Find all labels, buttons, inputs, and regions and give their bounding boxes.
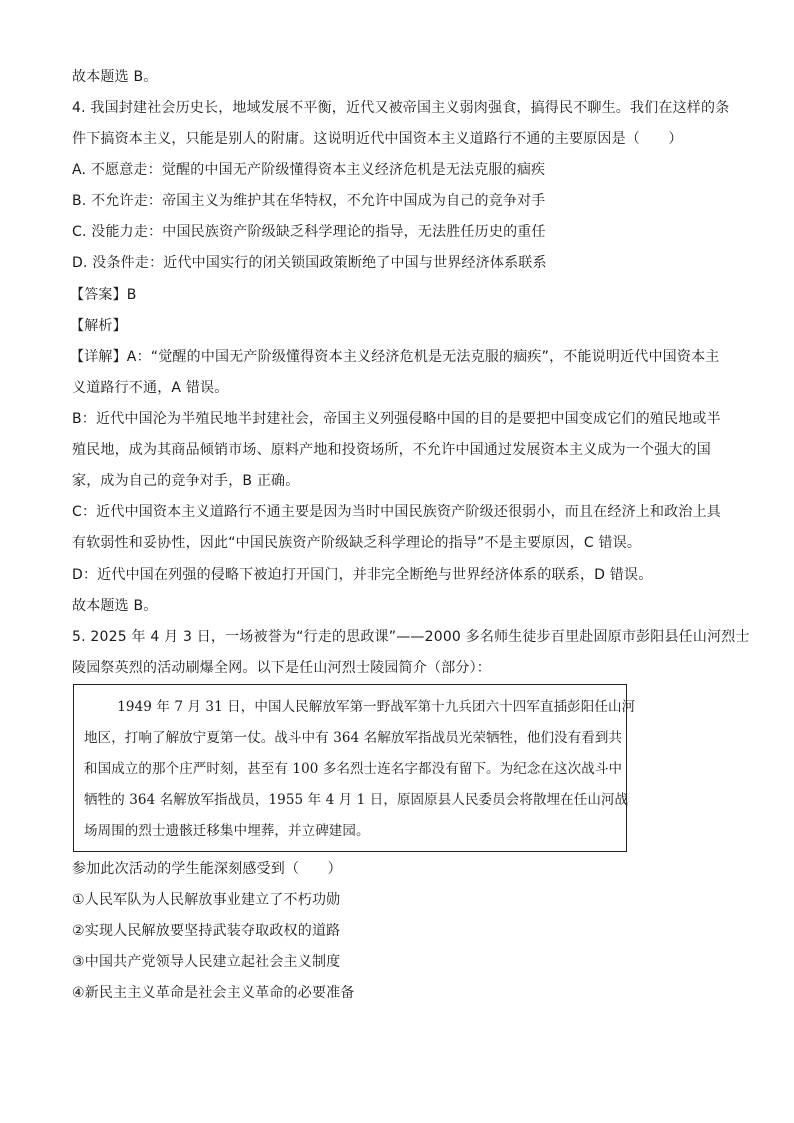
question-4-option-c: C. 没能力走：中国民族资产阶级缺乏科学理论的指导，无法胜任历史的重任 bbox=[72, 224, 546, 240]
analysis-heading: 【解析】 bbox=[70, 318, 127, 334]
detail-c-line-2: 有软弱性和妥协性，因此“中国民族资产阶级缺乏科学理论的指导”不是主要原因，C 错误。 bbox=[72, 535, 642, 551]
detail-b-line-1: B：近代中国沦为半殖民地半封建社会，帝国主义列强侵略中国的目的是要把中国变成它们的殖民地或半 bbox=[72, 411, 721, 427]
question-4-stem-line-2: 件下搞资本主义，只能是别人的附庸。这说明近代中国资本主义道路行不通的主要原因是（ ） bbox=[72, 131, 683, 147]
conclusion-line-2: 故本题选 B。 bbox=[72, 598, 158, 614]
material-line-5: 场周围的烈士遗骸迁移集中埋葬，并立碑建园。 bbox=[84, 823, 370, 839]
question-5-prompt: 参加此次活动的学生能深刻感受到（ ） bbox=[72, 861, 342, 877]
statement-4: ④新民主主义革命是社会主义革命的必要准备 bbox=[72, 985, 355, 1001]
statement-2: ②实现人民解放要坚持武装夺取政权的道路 bbox=[72, 923, 341, 939]
material-box bbox=[73, 684, 636, 852]
detail-b-line-2: 殖民地，成为其商品倾销市场、原料产地和投资场所，不允许中国通过发展资本主义成为一个强大的国 bbox=[72, 442, 711, 458]
detail-b-line-3: 家，成为自己的竞争对手，B 正确。 bbox=[72, 473, 300, 489]
question-5-stem-line-2: 陵园祭英烈的活动刷爆全网。以下是任山河烈士陵园简介（部分）： bbox=[72, 660, 491, 676]
detail-c-line-1: C：近代中国资本主义道路行不通主要是因为当时中国民族资产阶级还很弱小，而且在经济上和政治上具 bbox=[72, 504, 721, 520]
material-line-4: 牺牲的 364 名解放军指战员，1955 年 4 月 1 日，原固原县人民委员会将散埋在任山河战 bbox=[84, 792, 629, 808]
statement-1: ①人民军队为人民解放事业建立了不朽功勋 bbox=[72, 892, 341, 908]
answer-heading: 【答案】B bbox=[70, 287, 137, 303]
material-line-2: 地区，打响了解放宁夏第一仗。战斗中有 364 名解放军指战员光荣牺牲，他们没有看到共 bbox=[84, 730, 623, 746]
question-5-stem-line-1: 5. 2025 年 4 月 3 日，一场被誉为“行走的思政课”——2000 多名师生徒步百里赴固原市彭阳县任山河烈士 bbox=[72, 629, 750, 645]
detail-line-1: 【详解】A：“觉醒的中国无产阶级懂得资本主义经济危机是无法克服的痼疾”，不能说明近代中国资本主 bbox=[70, 349, 720, 365]
question-4-option-a: A. 不愿意走：觉醒的中国无产阶级懂得资本主义经济危机是无法克服的痼疾 bbox=[72, 162, 546, 178]
detail-line-2: 义道路行不通，A 错误。 bbox=[72, 380, 229, 396]
detail-d-line: D：近代中国在列强的侵略下被迫打开国门，并非完全断绝与世界经济体系的联系，D 错误。 bbox=[72, 567, 653, 583]
material-line-3: 和国成立的那个庄严时刻，甚至有 100 多名烈士连名字都没有留下。为纪念在这次战斗中 bbox=[84, 761, 623, 777]
question-4-option-d: D. 没条件走：近代中国实行的闭关锁国政策断绝了中国与世界经济体系联系 bbox=[72, 255, 547, 271]
question-4-option-b: B. 不允许走：帝国主义为维护其在华特权，不允许中国成为自己的竞争对手 bbox=[72, 193, 546, 209]
material-line-1: 1949 年 7 月 31 日，中国人民解放军第一野战军第十九兵团六十四军直插彭阳任山河 bbox=[90, 699, 636, 715]
statement-3: ③中国共产党领导人民建立起社会主义制度 bbox=[72, 954, 341, 970]
conclusion-line: 故本题选 B。 bbox=[72, 69, 158, 85]
question-4-stem-line-1: 4. 我国封建社会历史长，地域发展不平衡，近代又被帝国主义弱肉强食，搞得民不聊生。我们在这样的条 bbox=[72, 100, 730, 116]
